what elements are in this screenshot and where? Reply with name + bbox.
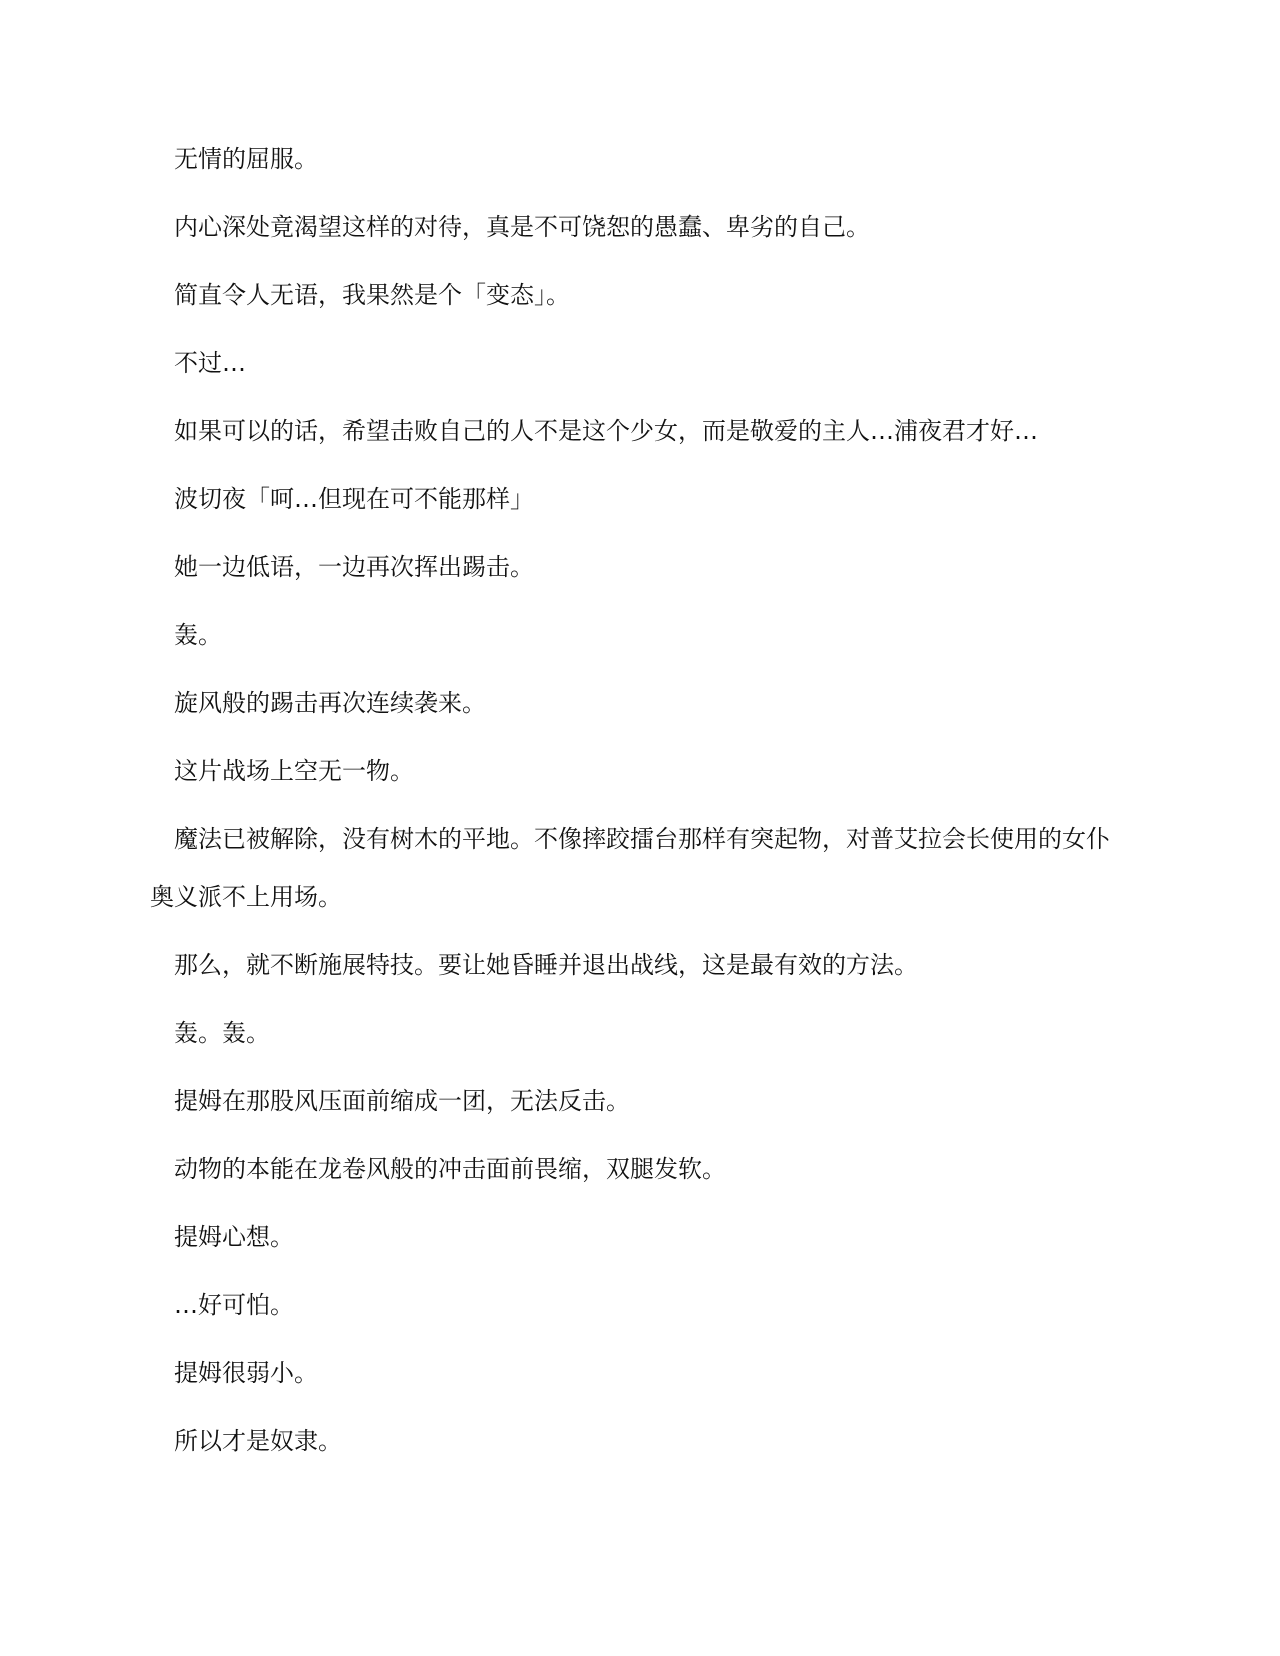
paragraph: 旋风般的踢击再次连续袭来。 (174, 689, 486, 717)
paragraph: 提姆在那股风压面前缩成一团，无法反击。 (174, 1087, 630, 1115)
paragraph: 所以才是奴隶。 (174, 1427, 342, 1455)
paragraph: 如果可以的话，希望击败自己的人不是这个少女，而是敬爱的主人…浦夜君才好… (174, 417, 1038, 445)
paragraph: …好可怕。 (174, 1291, 294, 1319)
paragraph: 简直令人无语，我果然是个「变态」。 (174, 281, 570, 309)
paragraph: 这片战场上空无一物。 (174, 757, 414, 785)
paragraph: 不过… (174, 349, 246, 377)
paragraph: 提姆心想。 (174, 1223, 294, 1251)
paragraph: 内心深处竟渴望这样的对待，真是不可饶恕的愚蠢、卑劣的自己。 (174, 213, 870, 241)
paragraph: 那么，就不断施展特技。要让她昏睡并退出战线，这是最有效的方法。 (174, 951, 918, 979)
paragraph: 动物的本能在龙卷风般的冲击面前畏缩，双腿发软。 (174, 1155, 726, 1183)
paragraph: 轰。 (174, 621, 222, 649)
body-text (150, 140, 1130, 1490)
paragraph: 魔法已被解除，没有树木的平地。不像摔跤擂台那样有突起物，对普艾拉会长使用的女仆奥义派不上用场。 (150, 825, 1110, 911)
paragraph: 轰。轰。 (174, 1019, 270, 1047)
paragraph: 她一边低语，一边再次挥出踢击。 (174, 553, 534, 581)
paragraph: 无情的屈服。 (174, 145, 318, 173)
paragraph: 波切夜「呵…但现在可不能那样」 (174, 485, 534, 513)
paragraph: 提姆很弱小。 (174, 1359, 318, 1387)
